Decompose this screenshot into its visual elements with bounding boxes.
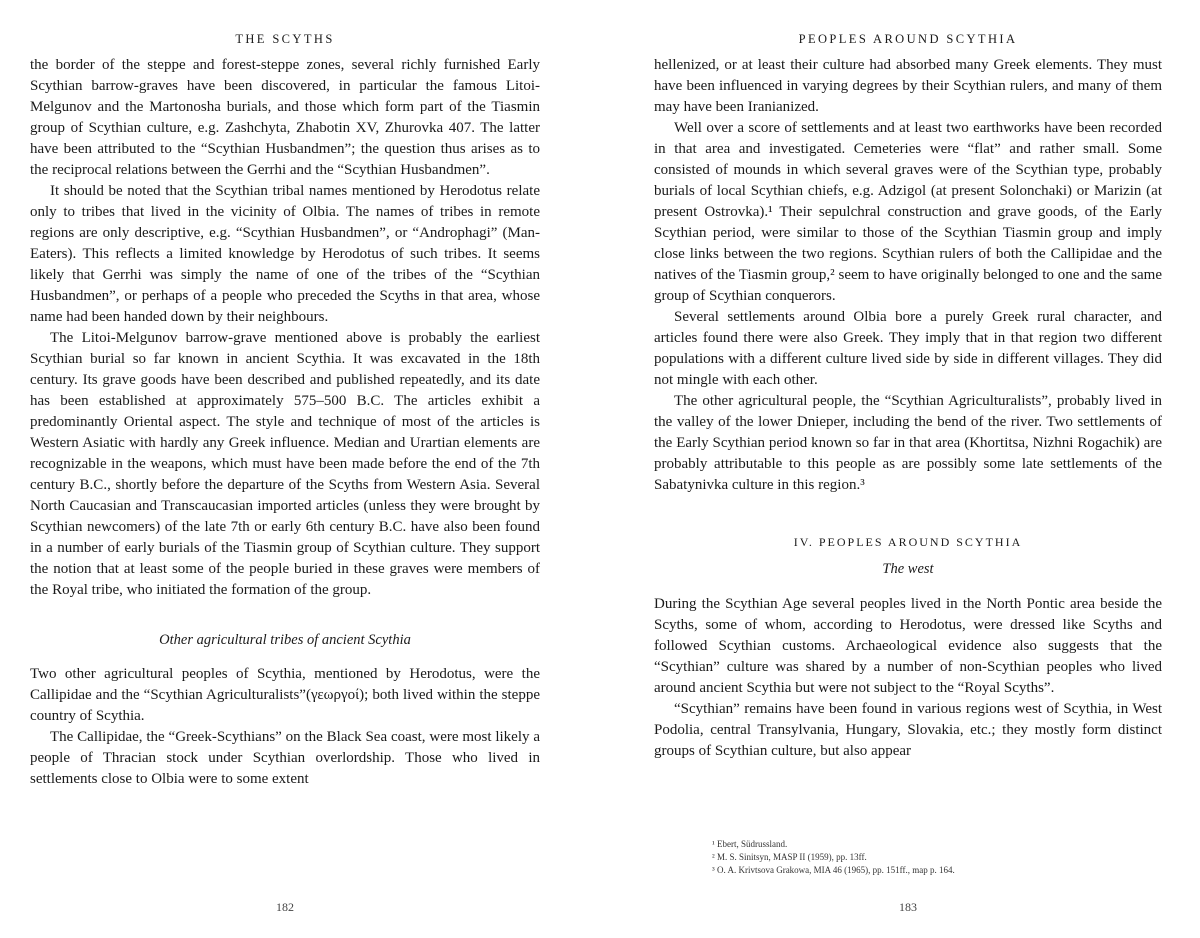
page-body: [654, 55, 1162, 762]
running-head: PEOPLES AROUND SCYTHIA: [798, 32, 1018, 46]
section-subhead: Other agricultural tribes of ancient Scythia: [159, 632, 411, 648]
paragraph: During the Scythian Age several peoples lived in the North Pontic area beside the Scyths, some of whom, according to Herodotus, were dressed like Scyths and followed Scythian customs. Archaeological evidence also suggests that the “Scythian” culture was shared by a number of non-Scythian peoples who lived around ancient Scythia but were not subject to the “Royal Scyths”.: [654, 596, 1162, 696]
footnote: ³ O. A. Krivtsova Grakowa, MIA 46 (1965), pp. 151ff., map p. 164.: [712, 865, 955, 875]
paragraph: The Litoi-Melgunov barrow-grave mentioned above is probably the earliest Scythian burial so far known in ancient Scythia. It was excavated in the 18th century. Its grave goods have been described and published repeatedly, and its date has been established at approximately 575–500 B.C. The articles exhibit a predominantly Oriental aspect. The style and technique of most of the articles is Western Asiatic with hardly any Greek influence. Median and Urartian elements are recognizable in the weapons, which must have been made before the end of the 7th century B.C., shortly before the departure of the Scyths from Western Asia. Several North Caucasian and Transcaucasian imported articles (unless they were brought by Scythian newcomers) of the late 7th or early 6th century B.C. have also been found in a number of early burials of the Tiasmin group of Scythian culture. They support the notion that at least some of the people buried in these graves were members of the Royal tribe, who initiated the formation of the group.: [30, 330, 540, 598]
paragraph: the border of the steppe and forest-steppe zones, several richly furnished Early Scythian barrow-graves have been discovered, in particular the famous Litoi-Melgunov and the Martonosha burials, and those which form part of the Tiasmin group of Scythian culture, e.g. Zashchyta, Zhabotin XV, Zhurovka 407. The latter have been attributed to the “Scythian Husbandmen”; the question thus arises as to the reciprocal relations between the Gerrhi and the “Scythian Husbandmen”.: [30, 57, 540, 178]
paragraph: It should be noted that the Scythian tribal names mentioned by Herodotus relate only to tribes that lived in the vicinity of Olbia. The names of tribes in remote regions are only descriptive, e.g. “Scythian Husbandmen”, or “Androphagi” (Man-Eaters). This reflects a limited knowledge by Herodotus of such tribes. It seems likely that Gerrhi was simply the name of one of the tribes of the “Scythian Husbandmen”, or perhaps of a people who preceded the Scyths in that area, whose name had been handed down by their neighbours.: [30, 183, 540, 325]
paragraph: hellenized, or at least their culture had absorbed many Greek elements. They must have been influenced in varying degrees by their Scythian rulers, and many of them may have been Iranianized.: [654, 57, 1162, 115]
running-head: THE SCYTHS: [235, 32, 335, 46]
page-number: 182: [276, 900, 294, 914]
paragraph: “Scythian” remains have been found in various regions west of Scythia, in West Podolia, central Transylvania, Hungary, Slovakia, etc.; they mostly form distinct groups of Scythian culture, but also appear: [654, 701, 1162, 759]
page-body: [30, 55, 540, 790]
footnotes: [712, 838, 1132, 877]
paragraph: Well over a score of settlements and at least two earthworks have been recorded in that area and investigated. Cemeteries were “flat” and rather small. Some consisted of mounds in which several graves were of the Scythian type, probably burials of local Scythian chiefs, e.g. Adzigol (at present Solonchaki) or Marizin (at present Ostrovka).¹ Their sepulchral construction and grave goods, of the Early Scythian period, were similar to those of the Scythian Tiasmin group and imply close links between the two regions. Scythian rulers of both the Callipidae and the natives of the Tiasmin group,² seem to have originally belonged to one and the same group of Scythian conquerors.: [654, 120, 1162, 304]
paragraph: Two other agricultural peoples of Scythia, mentioned by Herodotus, were the Callipidae and the “Scythian Agriculturalists”(γεωργοί); both lived within the steppe country of Scythia.: [30, 666, 540, 724]
paragraph: The other agricultural people, the “Scythian Agriculturalists”, probably lived in the valley of the lower Dnieper, including the bend of the river. Two settlements of the Early Scythian period known so far in that area (Khortitsa, Nizhni Rogachik) are probably attributable to this people as are possibly some late settlements of the Sabatynivka culture in this region.³: [654, 393, 1162, 493]
page-number: 183: [899, 900, 917, 914]
footnote: ¹ Ebert, Südrussland.: [712, 839, 788, 849]
section-subhead: The west: [882, 561, 934, 577]
footnote: ² M. S. Sinitsyn, MASP II (1959), pp. 13ff.: [712, 852, 867, 862]
paragraph: Several settlements around Olbia bore a purely Greek rural character, and articles found there were also Greek. They imply that in that region two different populations with a different culture lived side by side in different villages. They did not mingle with each other.: [654, 309, 1162, 388]
chapter-heading: IV. PEOPLES AROUND SCYTHIA: [793, 535, 1023, 549]
paragraph: The Callipidae, the “Greek-Scythians” on the Black Sea coast, were most likely a people of Thracian stock under Scythian overlordship. Those who lived in settlements close to Olbia were to some extent: [30, 729, 540, 787]
